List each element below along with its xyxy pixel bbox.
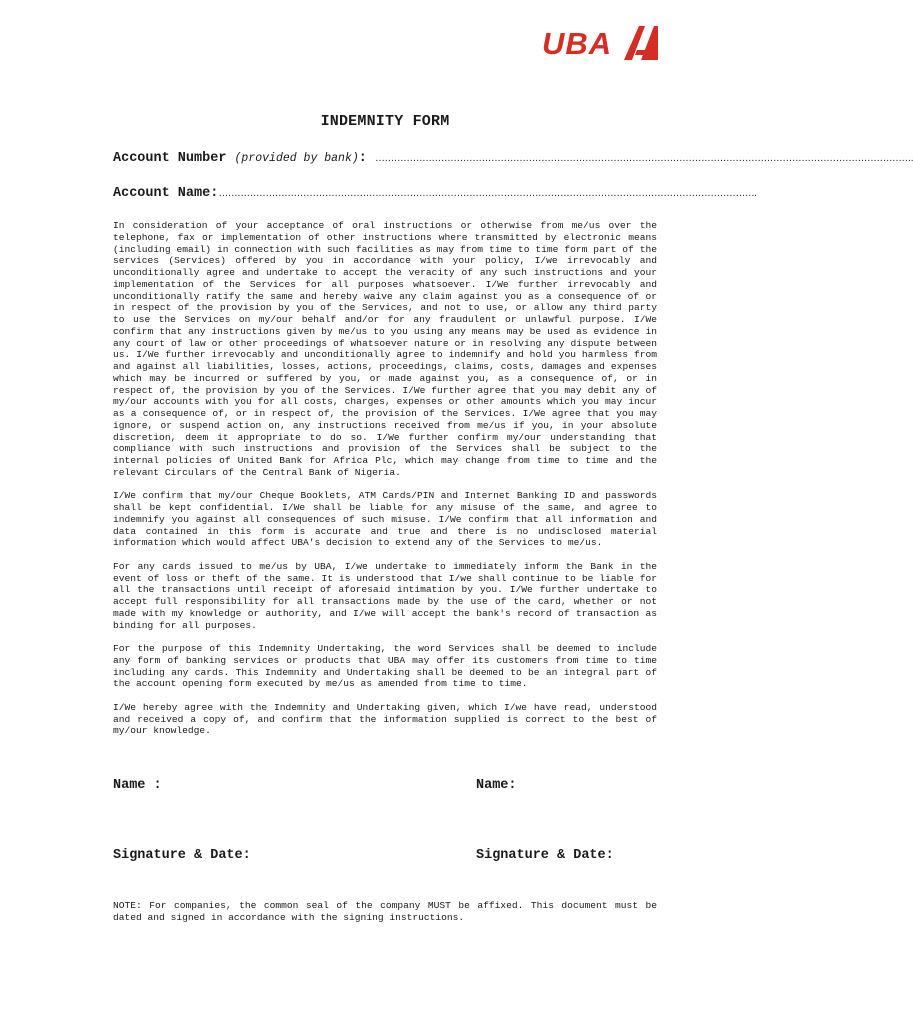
paragraph-confidentiality: I/We confirm that my/our Cheque Booklets, ATM Cards/PIN and Internet Banking ID and passwords shall be kept confidential. I/We shall be liable for any misuse of the same, and agree to indemnify you against all consequences of such misuse. I/We confirm that all information and data contained in this form is accurate and true and there is no undisclosed material information which would affect UBA's decision to extend any of the Services to me/us. bbox=[113, 490, 657, 549]
signature-date-label-left: Signature & Date: bbox=[113, 848, 251, 863]
uba-mark-icon bbox=[624, 22, 658, 60]
account-number-field[interactable] bbox=[113, 151, 913, 166]
signature-date-label-right: Signature & Date: bbox=[476, 848, 614, 863]
name-label-left: Name : bbox=[113, 778, 162, 793]
paragraph-agreement: I/We hereby agree with the Indemnity and Undertaking given, which I/we have read, understood and received a copy of, and confirm that the information supplied is correct to the best of my/our knowledge. bbox=[113, 701, 657, 737]
uba-logo bbox=[542, 22, 658, 62]
paragraph-cards: For any cards issued to me/us by UBA, I/we undertake to immediately inform the Bank in the event of loss or theft of the same. It is understood that I/we shall continue to be liable for all the transactions until receipt of aforesaid intimation by you. I/We further undertake to accept full responsibility for all transactions made by the use of the card, whether or not made with my knowledge or authority, and I/we will accept the bank's record of transaction as binding for all purposes. bbox=[113, 560, 657, 631]
account-number-colon: : bbox=[358, 151, 367, 166]
indemnity-body bbox=[113, 220, 657, 749]
page-title: INDEMNITY FORM bbox=[320, 113, 450, 130]
footer-note: NOTE: For companies, the common seal of the company MUST be affixed. This document must be dated and signed in accordance with the signing instructions. bbox=[113, 900, 657, 923]
paragraph-definition: For the purpose of this Indemnity Undertaking, the word Services shall be deemed to include any form of banking services or products that UBA may offer its customers from time to time including any cards. This Indemnity and Undertaking shall be deemed to be an integral part of the account opening form executed by me/us as amended from time to time. bbox=[113, 643, 657, 690]
logo-text: UBA bbox=[542, 26, 613, 61]
account-number-hint: (provided by bank) bbox=[234, 152, 359, 165]
account-name-field[interactable] bbox=[113, 186, 757, 201]
account-number-blank[interactable]: ………………………………………………………………………………………………………………………………………………………. bbox=[374, 153, 913, 164]
account-number-label: Account Number bbox=[113, 151, 227, 166]
account-name-label: Account Name: bbox=[113, 186, 219, 201]
account-name-blank[interactable]: ………………………………………………………………………………………………………………………………………………………. bbox=[218, 188, 757, 199]
name-label-right: Name: bbox=[476, 778, 517, 793]
paragraph-consideration: In consideration of your acceptance of oral instructions or otherwise from me/us over the telephone, fax or implementation of other instructions where transmitted by electronic means (including email) in connection with such facilities as may from time to time form part of the services (Services) offered by you in accordance with your policy, I/we irrevocably and unconditionally agree and undertake to accept the veracity of any such instructions and your implementation of the Services for all purposes whatsoever. I/We further irrevocably and unconditionally ratify the same and hereby waive any claim against you as a consequence of or in respect of the provision by you of the Services, and not to use, or allow any third party to use the Services on my/our behalf and/or for any fraudulent or unlawful purpose. I/We confirm that any instructions given by me/us to you using any means may be used as evidence in any court of law or other proceedings of whatsoever nature or in resolving any dispute between us. I/We further irrevocably and unconditionally agree to indemnify and hold you harmless from and against all liabilities, losses, actions, proceedings, claims, costs, damages and expenses which may be incurred or suffered by you, or made against you, as a consequence of, or in respect of, the provision by you of the Services. I/We further agree that you may debit any of my/our accounts with you for all costs, charges, expenses or other amounts which you may incur as a consequence of, or in respect of, the provision of the Services. I/We agree that you may ignore, or suspend action on, any instructions received from me/us if you, in your absolute discretion, deem it appropriate to do so. I/We further confirm my/our understanding that compliance with such instructions and provision of the Services shall be subject to the internal policies of United Bank for Africa Plc, which may change from time to time and the relevant Circulars of the Central Bank of Nigeria. bbox=[113, 220, 657, 478]
